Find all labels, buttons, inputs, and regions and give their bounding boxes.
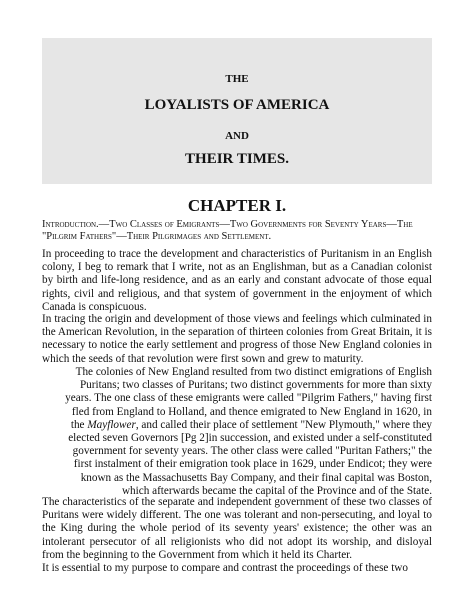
book-title: LOYALISTS OF AMERICA: [144, 97, 330, 113]
chapter-summary: Introduction.—Two Classes of Emigrants—Two Governments for Seventy Years—The "Pilgrim Fathers"—Their Pilgrimages and Settlement.: [42, 219, 413, 242]
paragraph-5: It is essential to my purpose to compare and contrast the proceedings of these two: [42, 562, 408, 574]
paragraph-4: The characteristics of the separate and independent government of these two classes of Puritans were widely different. The one was tolerant and non-persecuting, and loyal to the King during the whole period of its seventy years' existence; the other was an intolerant persecutor of all religionists who did not adopt its worship, and disloyal from the beginning to the Government from which it held its Charter.: [42, 496, 432, 561]
title-block: [42, 38, 432, 184]
paragraph-3-part-b: , and called their place of settlement "New Plymouth," where they elected seven Governors [Pg 2]in succession, and existed under a self-constituted government for seventy years. The other class were called "Puritan Fathers;" the first instalment of their emigration took place in 1629, under Endicot; they were known as the Massachusetts Bay Company, and their final capital was Boston, which afterwards became the capital of the Province and of the State.: [68, 418, 432, 497]
title-and: AND: [225, 130, 249, 142]
ship-name: Mayflower: [87, 418, 136, 431]
paragraph-2: In tracing the origin and development of those views and feelings which culminated in the American Revolution, in the separation of thirteen colonies from Great Britain, it is necessary to notice the early settlement and progress of those New England colonies in which the seeds of that revolution were first sown and grew to maturity.: [42, 313, 432, 365]
book-subtitle: THEIR TIMES.: [185, 151, 289, 167]
paragraph-3: [42, 366, 432, 498]
paragraph-3-part-a: The colonies of New England resulted from two distinct emigrations of English Puritans; two classes of Puritans; two distinct governments for more than sixty years. The one class of these emigrants were called "Pilgrim Fathers," having first fled from England to Holland, and thence emigrated to New England in 1620, in the: [65, 366, 432, 431]
paragraph-1: In proceeding to trace the development and characteristics of Puritanism in an English colony, I beg to remark that I write, not as an Englishman, but as a Canadian colonist by birth and life-long residence, and as an early and constant advocate of those equal rights, civil and religious, and that system of government in the enjoyment of which Canada is conspicuous.: [42, 248, 432, 313]
title-the: THE: [225, 73, 249, 85]
chapter-heading: CHAPTER I.: [187, 196, 287, 215]
